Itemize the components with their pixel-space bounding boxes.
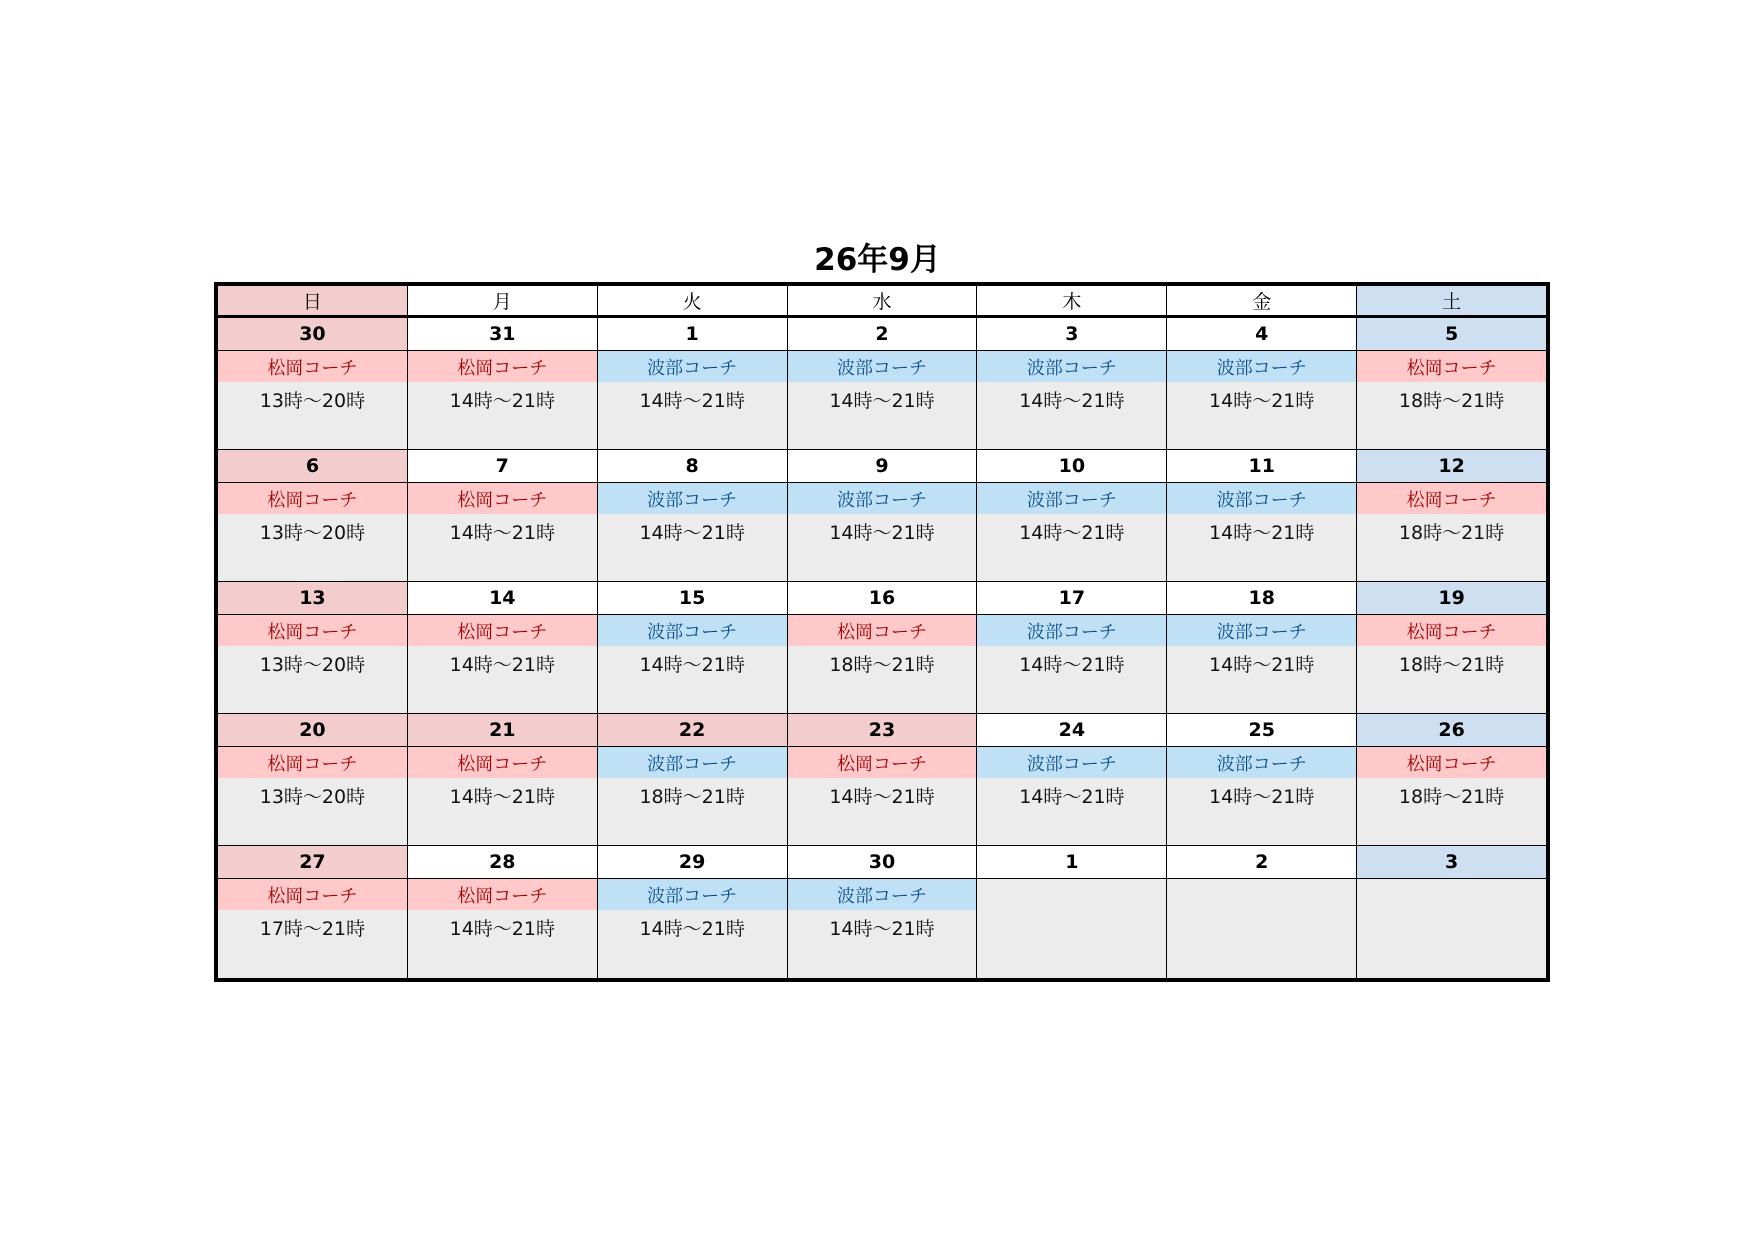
coach-name bbox=[1167, 879, 1356, 910]
coaching-hours: 14時～21時 bbox=[449, 785, 555, 808]
coach-name: 松岡コーチ bbox=[408, 483, 597, 514]
coaching-hours: 14時～21時 bbox=[449, 653, 555, 676]
day-cell bbox=[976, 318, 1166, 449]
coaching-hours: 14時～21時 bbox=[639, 917, 745, 940]
calendar-grid bbox=[214, 282, 1550, 982]
day-number: 2 bbox=[788, 318, 977, 351]
weekday-wednesday: 水 bbox=[787, 286, 977, 315]
day-number: 3 bbox=[1357, 846, 1546, 879]
coach-name: 松岡コーチ bbox=[218, 483, 407, 514]
coach-name: 波部コーチ bbox=[977, 483, 1166, 514]
weekday-tuesday: 火 bbox=[597, 286, 787, 315]
weekday-thursday: 木 bbox=[976, 286, 1166, 315]
coaching-hours: 14時～21時 bbox=[829, 917, 935, 940]
day-number: 7 bbox=[408, 450, 597, 483]
coaching-hours: 14時～21時 bbox=[1209, 521, 1315, 544]
coaching-hours: 14時～21時 bbox=[1019, 521, 1125, 544]
day-number: 27 bbox=[218, 846, 407, 879]
coach-name: 松岡コーチ bbox=[1357, 615, 1546, 646]
coach-name: 松岡コーチ bbox=[218, 879, 407, 910]
coaching-hours: 13時～20時 bbox=[259, 785, 366, 808]
day-number: 5 bbox=[1357, 318, 1546, 351]
day-cell bbox=[1166, 846, 1356, 978]
week-row bbox=[218, 846, 1546, 978]
day-number: 23 bbox=[788, 714, 977, 747]
day-cell bbox=[1356, 714, 1546, 845]
coach-name: 波部コーチ bbox=[788, 351, 977, 382]
coaching-hours: 13時～20時 bbox=[259, 389, 366, 412]
coaching-hours bbox=[1167, 910, 1356, 944]
coaching-hours: 14時～21時 bbox=[1209, 389, 1315, 412]
coaching-hours: 14時～21時 bbox=[1019, 785, 1125, 808]
day-number: 20 bbox=[218, 714, 407, 747]
day-cell bbox=[1166, 318, 1356, 449]
day-number: 30 bbox=[218, 318, 407, 351]
day-cell bbox=[787, 714, 977, 845]
day-cell bbox=[787, 450, 977, 581]
day-cell bbox=[976, 450, 1166, 581]
coach-name bbox=[977, 879, 1166, 910]
day-cell bbox=[976, 714, 1166, 845]
day-number: 14 bbox=[408, 582, 597, 615]
day-cell bbox=[787, 318, 977, 449]
coach-name: 松岡コーチ bbox=[218, 615, 407, 646]
coaching-hours: 18時～21時 bbox=[1398, 785, 1505, 808]
coaching-hours: 14時～21時 bbox=[829, 521, 935, 544]
day-cell bbox=[597, 318, 787, 449]
weekday-friday: 金 bbox=[1166, 286, 1356, 315]
coach-name: 松岡コーチ bbox=[408, 747, 597, 778]
day-cell bbox=[597, 450, 787, 581]
weekday-saturday: 土 bbox=[1356, 286, 1546, 315]
coach-name: 波部コーチ bbox=[1167, 483, 1356, 514]
day-number: 10 bbox=[977, 450, 1166, 483]
day-number: 8 bbox=[598, 450, 787, 483]
day-number: 22 bbox=[598, 714, 787, 747]
week-row bbox=[218, 714, 1546, 846]
calendar-title: 26年9月 bbox=[814, 242, 941, 278]
day-cell bbox=[218, 846, 407, 978]
day-number: 12 bbox=[1357, 450, 1546, 483]
coaching-hours: 18時～21時 bbox=[639, 785, 745, 808]
coaching-hours: 14時～21時 bbox=[1209, 653, 1315, 676]
coaching-hours: 17時～21時 bbox=[259, 917, 366, 940]
coach-name: 波部コーチ bbox=[598, 879, 787, 910]
day-cell bbox=[1166, 714, 1356, 845]
day-number: 19 bbox=[1357, 582, 1546, 615]
coach-name: 波部コーチ bbox=[788, 879, 977, 910]
day-number: 15 bbox=[598, 582, 787, 615]
day-cell bbox=[407, 714, 597, 845]
day-number: 11 bbox=[1167, 450, 1356, 483]
coaching-hours: 14時～21時 bbox=[639, 521, 745, 544]
coaching-hours: 14時～21時 bbox=[639, 389, 745, 412]
day-number: 24 bbox=[977, 714, 1166, 747]
day-cell bbox=[1356, 582, 1546, 713]
coach-name: 松岡コーチ bbox=[408, 615, 597, 646]
day-cell bbox=[976, 846, 1166, 978]
weekday-sunday: 日 bbox=[218, 286, 407, 315]
week-row bbox=[218, 582, 1546, 714]
coach-name: 波部コーチ bbox=[977, 615, 1166, 646]
coach-name: 波部コーチ bbox=[598, 615, 787, 646]
day-cell bbox=[407, 450, 597, 581]
day-cell bbox=[597, 714, 787, 845]
day-number: 2 bbox=[1167, 846, 1356, 879]
coach-name: 波部コーチ bbox=[1167, 615, 1356, 646]
coaching-hours: 14時～21時 bbox=[829, 785, 935, 808]
day-number: 9 bbox=[788, 450, 977, 483]
day-number: 3 bbox=[977, 318, 1166, 351]
coaching-hours: 14時～21時 bbox=[829, 389, 935, 412]
coach-name: 松岡コーチ bbox=[218, 747, 407, 778]
coaching-hours: 18時～21時 bbox=[829, 653, 935, 676]
week-row bbox=[218, 318, 1546, 450]
coaching-hours: 18時～21時 bbox=[1398, 653, 1505, 676]
day-cell bbox=[218, 318, 407, 449]
day-number: 29 bbox=[598, 846, 787, 879]
day-cell bbox=[218, 450, 407, 581]
coach-name: 波部コーチ bbox=[1167, 351, 1356, 382]
coaching-hours: 18時～21時 bbox=[1398, 521, 1505, 544]
day-number: 26 bbox=[1357, 714, 1546, 747]
coach-name: 波部コーチ bbox=[1167, 747, 1356, 778]
day-cell bbox=[787, 582, 977, 713]
day-number: 16 bbox=[788, 582, 977, 615]
coach-name: 波部コーチ bbox=[977, 747, 1166, 778]
day-number: 4 bbox=[1167, 318, 1356, 351]
coach-name: 松岡コーチ bbox=[788, 747, 977, 778]
coaching-hours: 18時～21時 bbox=[1398, 389, 1505, 412]
day-number: 30 bbox=[788, 846, 977, 879]
day-cell bbox=[1356, 846, 1546, 978]
day-cell bbox=[407, 318, 597, 449]
coach-name: 松岡コーチ bbox=[1357, 747, 1546, 778]
day-cell bbox=[787, 846, 977, 978]
day-cell bbox=[976, 582, 1166, 713]
day-cell bbox=[597, 846, 787, 978]
week-row bbox=[218, 450, 1546, 582]
coaching-hours: 13時～20時 bbox=[259, 521, 366, 544]
day-cell bbox=[1166, 582, 1356, 713]
coach-name: 波部コーチ bbox=[977, 351, 1166, 382]
day-number: 1 bbox=[977, 846, 1166, 879]
day-number: 6 bbox=[218, 450, 407, 483]
coach-name: 波部コーチ bbox=[598, 483, 787, 514]
day-number: 13 bbox=[218, 582, 407, 615]
coaching-hours: 14時～21時 bbox=[449, 521, 555, 544]
day-cell bbox=[597, 582, 787, 713]
day-cell bbox=[218, 582, 407, 713]
day-cell bbox=[1166, 450, 1356, 581]
day-number: 18 bbox=[1167, 582, 1356, 615]
day-number: 17 bbox=[977, 582, 1166, 615]
day-cell bbox=[407, 846, 597, 978]
coach-name bbox=[1357, 879, 1546, 910]
day-number: 31 bbox=[408, 318, 597, 351]
day-number: 1 bbox=[598, 318, 787, 351]
coach-name: 波部コーチ bbox=[598, 747, 787, 778]
coach-name: 松岡コーチ bbox=[1357, 483, 1546, 514]
weekday-header bbox=[218, 286, 1546, 318]
coaching-hours bbox=[1357, 910, 1546, 944]
coach-name: 松岡コーチ bbox=[218, 351, 407, 382]
coach-name: 松岡コーチ bbox=[408, 879, 597, 910]
coach-name: 松岡コーチ bbox=[788, 615, 977, 646]
coaching-hours: 14時～21時 bbox=[1019, 653, 1125, 676]
weekday-monday: 月 bbox=[407, 286, 597, 315]
day-cell bbox=[1356, 450, 1546, 581]
coach-name: 松岡コーチ bbox=[408, 351, 597, 382]
coaching-hours: 14時～21時 bbox=[1019, 389, 1125, 412]
coaching-hours: 13時～20時 bbox=[259, 653, 366, 676]
coach-name: 波部コーチ bbox=[788, 483, 977, 514]
coach-name: 波部コーチ bbox=[598, 351, 787, 382]
coach-name: 松岡コーチ bbox=[1357, 351, 1546, 382]
day-cell bbox=[1356, 318, 1546, 449]
coaching-hours: 14時～21時 bbox=[449, 917, 555, 940]
day-number: 25 bbox=[1167, 714, 1356, 747]
day-number: 28 bbox=[408, 846, 597, 879]
coaching-hours: 14時～21時 bbox=[449, 389, 555, 412]
coaching-hours: 14時～21時 bbox=[639, 653, 745, 676]
day-cell bbox=[218, 714, 407, 845]
day-cell bbox=[407, 582, 597, 713]
coaching-hours: 14時～21時 bbox=[1209, 785, 1315, 808]
day-number: 21 bbox=[408, 714, 597, 747]
coaching-hours bbox=[977, 910, 1166, 944]
